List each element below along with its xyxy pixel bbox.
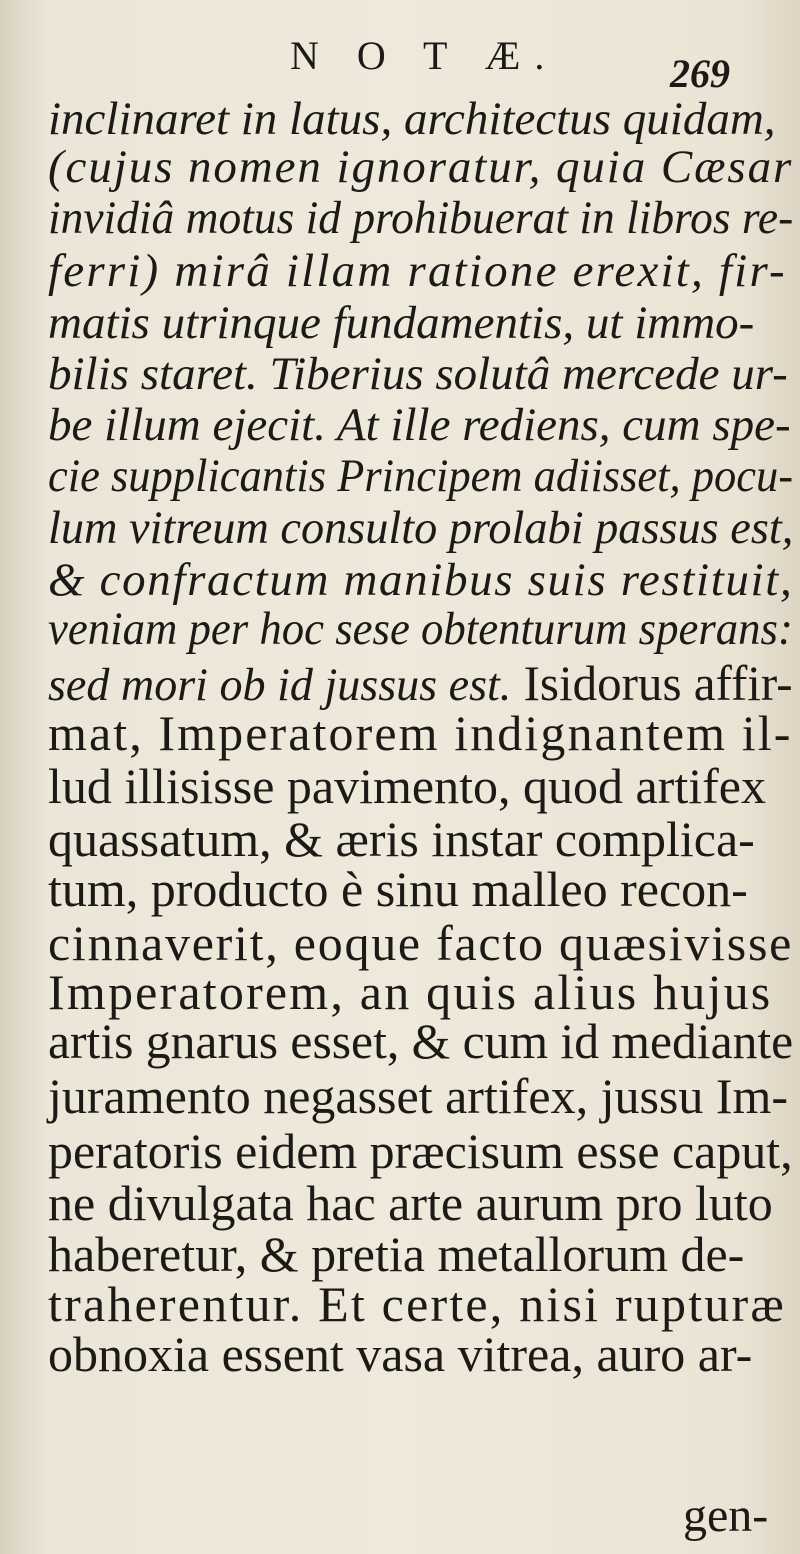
text-line [48, 141, 794, 193]
text-line [48, 964, 773, 1020]
italic-text: be illum ejecit. At ille rediens, cum spe- [48, 399, 791, 451]
text-line [48, 502, 794, 554]
roman-text: obnoxia essent vasa vitrea, auro ar- [48, 1326, 753, 1382]
italic-text: sed mori ob id jussus est. [48, 659, 512, 711]
italic-text: (cujus nomen ignoratur, quia Cæsar [48, 141, 794, 193]
roman-text: Imperatorem, an quis alius hujus [48, 964, 773, 1020]
roman-text: peratoris eidem præcisum esse caput, [48, 1123, 793, 1179]
roman-text: traherentur. Et certe, nisi rupturæ [48, 1276, 786, 1332]
text-line [48, 192, 794, 244]
page-header [0, 28, 800, 96]
text-line [48, 861, 748, 917]
text-line [48, 603, 793, 655]
roman-text: artis gnarus esset, & cum id mediante [48, 1013, 794, 1069]
roman-text: mat, Imperatorem indignantem il- [48, 705, 793, 761]
running-head: N O T Æ. [290, 33, 559, 78]
italic-text: matis utrinque fundamentis, ut immo- [48, 297, 755, 349]
roman-text: lud illisisse pavimento, quod artifex [48, 758, 766, 814]
italic-text: bilis staret. Tiberius solutâ mercede ur- [48, 348, 788, 400]
italic-text: inclinaret in latus, architectus quidam, [48, 93, 776, 145]
text-line [48, 1276, 786, 1332]
text-line [48, 348, 788, 400]
catchword: gen- [683, 1489, 769, 1542]
text-line [48, 245, 787, 297]
roman-text: quassatum, & æris instar complica- [48, 811, 755, 867]
roman-text: haberetur, & pretia metallorum de- [48, 1226, 745, 1282]
roman-text: juramento negasset artifex, jussu Im- [48, 1068, 789, 1124]
text-line [48, 915, 794, 971]
text-line [48, 655, 793, 711]
italic-text: invidiâ motus id prohibuerat in libros re- [48, 192, 794, 244]
italic-text: cie supplicantis Principem adiisset, pocu- [48, 450, 794, 502]
italic-text: lum vitreum consulto prolabi passus est, [48, 502, 794, 554]
italic-text: & confractum manibus suis restituit, [48, 554, 794, 606]
roman-text: ne divulgata hac arte aurum pro luto [48, 1175, 773, 1231]
text-line [48, 1226, 745, 1282]
text-line [48, 93, 776, 145]
text-line [48, 1175, 773, 1231]
text-line [48, 297, 755, 349]
text-line [48, 554, 794, 606]
text-line [48, 811, 755, 867]
text-line [48, 1013, 794, 1069]
italic-text: veniam per hoc sese obtenturum sperans: [48, 603, 793, 655]
text-line [48, 1068, 789, 1124]
roman-text: Isidorus affir- [511, 655, 793, 711]
text-line [48, 399, 791, 451]
roman-text: tum, producto è sinu malleo recon- [48, 861, 748, 917]
text-line [48, 705, 793, 761]
italic-text: ferri) mirâ illam ratione erexit, fir- [48, 245, 787, 297]
text-line [48, 450, 794, 502]
roman-text: cinnaverit, eoque facto quæsivisse [48, 915, 794, 971]
text-line [48, 1326, 753, 1382]
page-number: 269 [670, 51, 730, 96]
text-line [48, 758, 766, 814]
text-line [48, 1123, 793, 1179]
